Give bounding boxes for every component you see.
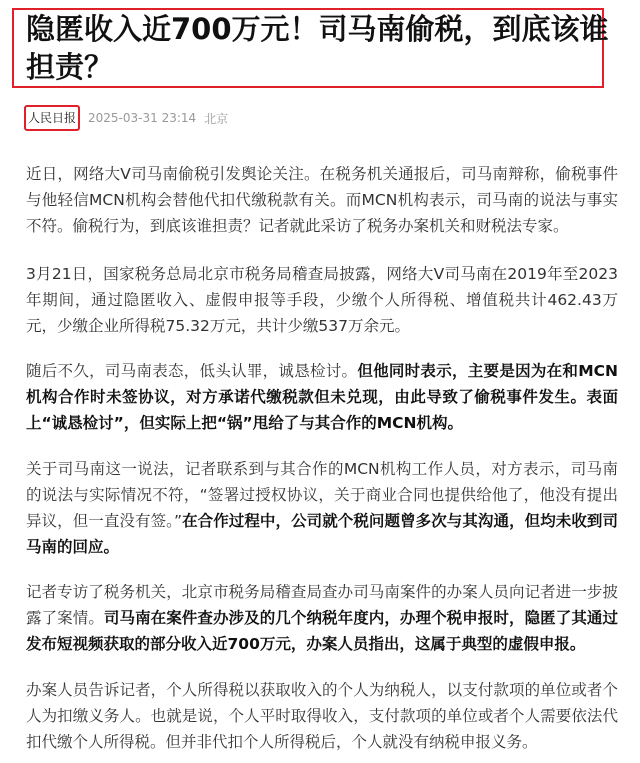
paragraph-bold-text: 但他同时表示，主要是因为在和MCN机构合作时未签协议，对方承诺代缴税款但未兑现，由此导致了偷税事件发生。表面上“诚恳检讨”，但实际上把“锅”甩给了与其合作的MCN机构。 [26,362,618,432]
paragraph-bold-text: 在合作过程中，公司就个税问题曾多次与其沟通，但均未收到司马南的回应。 [26,512,618,556]
paragraph-text: 3月21日，国家税务总局北京市税务局稽查局披露，网络大V司马南在2019年至2023年期间，通过隐匿收入、虚假申报等手段，少缴个人所得税、增值税共计462.43万元，少缴企业所得税75.32万元，共计少缴537万余元。 [26,265,618,335]
article-meta [24,103,228,133]
paragraph-5 [26,579,618,657]
paragraph-3 [26,358,618,436]
paragraph-text: 记者专访了税务机关，北京市税务局稽查局查办司马南案件的办案人员向记者进一步披露了案情。 [26,583,618,627]
paragraph-2 [26,261,618,339]
paragraph-text: 关于司马南这一说法，记者联系到与其合作的MCN机构工作人员，对方表示，司马南的说法与实际情况不符，“签署过授权协议，关于商业合同也提供给他了，他没有提出异议，但一直没有签。” [26,460,618,530]
publish-location: 北京 [204,111,229,126]
paragraph-6 [26,677,618,755]
paragraph-text: 办案人员告诉记者，个人所得税以获取收入的个人为纳税人，以支付款项的单位或者个人为扣缴义务人。也就是说，个人平时取得收入，支付款项的单位或者个人需要依法代扣代缴个人所得税。但并非代扣个人所得税后，个人就没有纳税申报义务。 [26,681,618,751]
paragraph-4 [26,456,618,560]
paragraph-text: 随后不久，司马南表态，低头认罪，诚恳检讨。 [26,362,358,380]
source-label[interactable]: 人民日报 [24,105,80,131]
paragraph-1 [26,161,618,239]
paragraph-bold-text: 司马南在案件查办涉及的几个纳税年度内，办理个税申报时，隐匿了其通过发布短视频获取的部分收入近700万元，办案人员指出，这属于典型的虚假申报。 [26,609,618,653]
article-title: 隐匿收入近700万元！司马南偷税，到底该谁担责？ [26,12,609,84]
paragraph-text: 近日，网络大V司马南偷税引发舆论关注。在税务机关通报后，司马南辩称，偷税事件与他轻信MCN机构会替他代扣代缴税款有关。而MCN机构表示，司马南的说法与事实不符。偷税行为，到底该谁担责？记者就此采访了税务办案机关和财税法专家。 [26,165,618,235]
publish-date: 2025-03-31 23:14 [88,111,197,125]
